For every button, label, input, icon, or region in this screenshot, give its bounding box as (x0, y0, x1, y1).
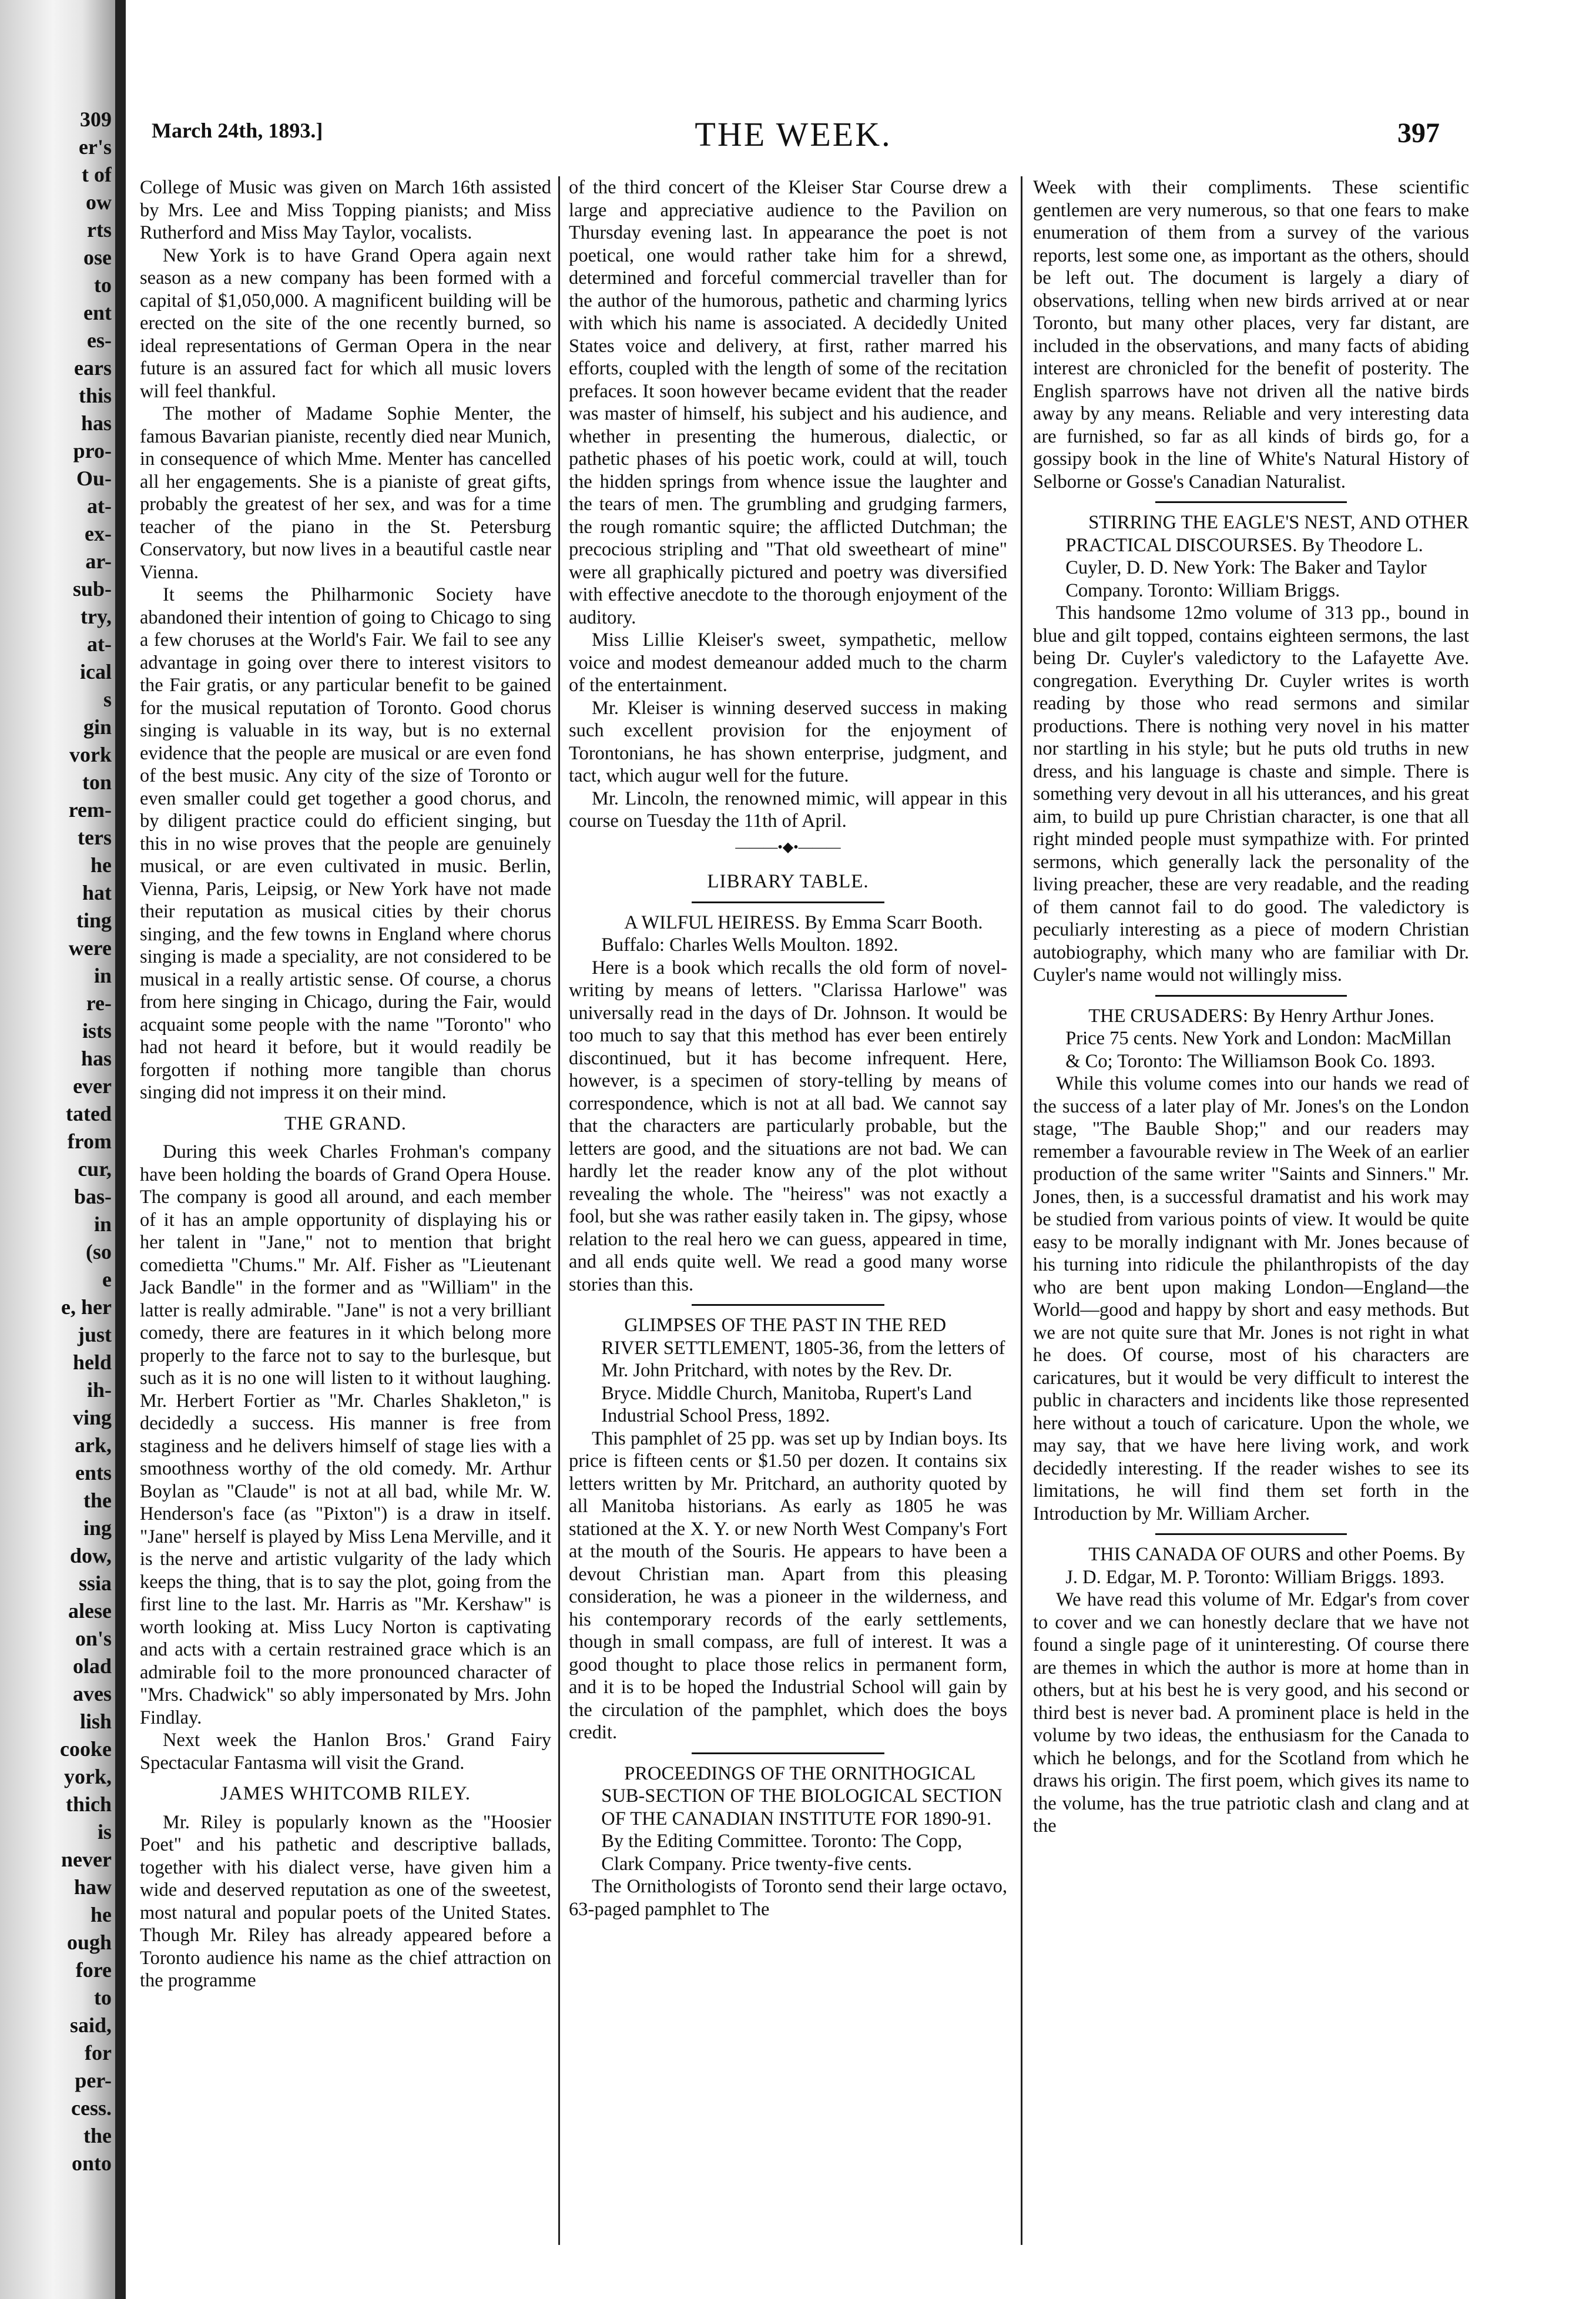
column-divider (558, 176, 560, 2245)
previous-page-fragment: ton (82, 770, 112, 794)
previous-page-fragment: ow (86, 190, 112, 214)
paragraph: of the third concert of the Kleiser Star Course drew a large and appreciative audience to the Pavilion on Thursday evening last. In appearance the poet is not poetical, one would rather take him for a shrewd, determined and forceful commercial traveller than for the author of the humorous, pathetic and charming lyrics with which his name is associated. A decidedly United States voice and delivery, at first, rather marred his efforts, coupled with the length of some of the recitation prefaces. It soon however became evident that the reader was master of himself, his subject and his audience, and whether in presenting the humerous, dialectic, or pathetic phases of his poetic work, could at will, touch the hidden springs from whence issue the laughter and the tears of men. The grumbling and grudging farmers, the rough romantic squire; the afflicted Dutchman; the precocious stripling and "That old sweetheart of mine" were all graphically pictured and poetry was diversified with effective anecdote to the thorough enjoyment of the auditory. (569, 177, 1007, 628)
previous-page-fragment: is (97, 1820, 112, 1844)
previous-page-fragment: tated (66, 1102, 112, 1125)
previous-page-fragment: ar- (85, 549, 112, 573)
previous-page-fragment: olad (72, 1654, 112, 1678)
previous-page-fragment: held (72, 1350, 112, 1374)
paragraph: Miss Lillie Kleiser's sweet, sympathetic, mellow voice and modest demeanour added much to the charm of the entertainment. (569, 629, 1007, 696)
previous-page-fragment: at- (87, 494, 112, 518)
rule-divider (692, 1752, 884, 1754)
paragraph: Mr. Lincoln, the renowned mimic, will appear in this course on Tuesday the 11th of April. (569, 787, 1007, 832)
previous-page-fragment: es- (87, 329, 112, 352)
previous-page-fragment: cooke (60, 1737, 112, 1761)
previous-page-fragment: aves (73, 1682, 112, 1705)
publication-title: THE WEEK. (695, 115, 892, 153)
previous-page-fragment: 309 (80, 108, 112, 131)
review-text: We have read this volume of Mr. Edgar's from cover to cover and we can honestly declare that we have not found a single page of it uninteresting. Of course there are themes in which the author is more at home than in others, but at his best he is very good, and his second or third best is never bad. A prominent place is held in the volume by two ideas, the enthusiasm for the Canada to which he belongs, and for the Scotland from which he draws his origin. The first poem, which gives its name to the volume, has the true patriotic clash and clang and at the (1033, 1589, 1469, 1836)
previous-page-fragment: e (102, 1268, 112, 1291)
previous-page-fragment: ents (75, 1461, 112, 1484)
previous-page-fragment: t of (82, 163, 112, 186)
previous-page-fragment: s (103, 688, 112, 711)
paragraph: The mother of Madame Sophie Menter, the famous Bavarian pianiste, recently died near Munich, in consequence of which Mme. Menter has cancelled all her engagements. She is a pianiste of great gifts, probably the greatest of her sex, and was for a time teacher of the piano in the St. Petersburg Conservatory, but now lives in a beautiful castle near Vienna. (140, 403, 551, 583)
previous-page-fragment: (so (86, 1240, 112, 1264)
paragraph: During this week Charles Frohman's company have been holding the boards of Grand Opera House. The company is good all around, and each member of it has an ample opportunity of displaying his or her talent in "Jane," not to mention that bright comedietta "Chums." Mr. Alf. Fisher as "Lieutenant Jack Bandle" in the former and as "William" in the latter is really admirable. "Jane" is not a very brilliant comedy, there are features in it which belong more properly to the farce not to say to the burlesque, but such as it is no one will listen to it without laughing. Mr. Herbert Fortier as "Mr. Charles Shakleton," is decidedly a success. His manner is free from staginess and he delivers himself of stage lies with a smoothness worthy of the old comedy. Mr. Arthur Boylan as "Claude" is not at all bad, while Mr. W. Henderson's face (as "Pixton") is a draw in itself. "Jane" herself is played by Miss Lena Merville, and it is the nerve and artistic vulgarity of the lady which keeps the thing, that is to say the plot, going from the first line to the last. Mr. Harris as "Mr. Kershaw" is worth looking at. Miss Lucy Norton is captivating and acts with a certain restrained grace which is an admirable foil to the more pronounced character of "Mrs. Chadwick" so ably impersonated by Mrs. John Findlay. (140, 1141, 551, 1728)
previous-page-fragment: said, (69, 2013, 112, 2037)
previous-page-fragment: ough (66, 1931, 112, 1954)
review-title: GLIMPSES OF THE PAST IN THE RED RIVER SETTLEMENT, 1805-36, from the letters of Mr. John Pritchard, with notes by the Rev. Dr. Bryce. Middle Church, Manitoba, Rupert's Land Industrial School Press, 1892. (601, 1315, 1005, 1426)
previous-page-fragment: bas- (73, 1185, 112, 1208)
previous-page-fragment: er's (79, 135, 112, 159)
previous-page-fragment: rts (87, 218, 112, 242)
previous-page-fragment: this (78, 384, 112, 407)
gutter-shadow (115, 0, 126, 2299)
previous-page-fragment: Ou- (76, 467, 112, 490)
previous-page-fragment: ical (80, 660, 112, 683)
previous-page-fragment: in (93, 1212, 112, 1236)
previous-page-fragment: ears (74, 356, 112, 380)
review-text: The Ornithologists of Toronto send their large octavo, 63-paged pamphlet to The (569, 1876, 1007, 1920)
previous-page-fragment: hat (82, 881, 112, 904)
paragraph: It seems the Philharmonic Society have abandoned their intention of going to Chicago to sing a few choruses at the World's Fair. We fail to see any advantage in going over there to interest visitors to the Fair gratis, or any particular benefit to be gained for the musical reputation of Toronto. Good chorus singing is valuable in its way, but is no external evidence that the people are musical or are even fond of the best music. Any city of the size of Toronto or even smaller could get together a good chorus, and by diligent practice could do efficient singing, but this in no wise proves that the people are genuinely musical, or are even cultivated in music. Berlin, Vienna, Paris, Leipsig, or New York have not made their reputation as musical cities by their chorus singing, and the few towns in England where chorus singing is made a speciality, are not considered to be musical in a really artistic sense. Of course, a chorus from here singing in Chicago, during the Fair, would acquaint some people with the name "Toronto" who had not heard it before, but it would readily be forgotten if nothing more tangible than chorus singing did not impress it on their mind. (140, 584, 551, 1103)
previous-page-fragment: cur, (78, 1157, 112, 1181)
previous-page-fragment: to (94, 1986, 112, 2009)
previous-page-fragment: rem- (68, 798, 112, 822)
previous-page-fragment: just (77, 1323, 112, 1346)
column-2 (569, 176, 1007, 1921)
paragraph: Mr. Riley is popularly known as the "Hoosier Poet" and his pathetic and descriptive ballads, together with his dialect verse, have given him a wide and deserved reputation as one of the sweetest, most natural and popular poets of the United States. Though Mr. Riley has already appeared before a Toronto audience his name as the chief attraction on the programme (140, 1811, 551, 1991)
previous-page-fragment: ark, (75, 1433, 112, 1457)
previous-page-fragment: ists (82, 1019, 112, 1043)
previous-page-fragment: ving (72, 1406, 112, 1429)
previous-page-fragment: fore (75, 1958, 112, 1982)
review-text: Here is a book which recalls the old form of novel-writing by means of letters. "Clarissa Harlowe" was universally read in the days of Dr. Johnson. It would be too much to say that this method has ever been entirely discontinued, but it has become infrequent. Here, however, is a specimen of story-telling by means of correspondence, which is not at all bad. We cannot say that the characters are particularly probable, but the letters are good, and the situations are not bad. We can hardly let the reader know any of the plot without revealing the whole. The "heiress" was not exactly a fool, but she was rather easily taken in. The gipsy, whose relation to the real hero we can guess, appeared in time, and all ends quite well. We read a good many worse stories than this. (569, 957, 1007, 1295)
page-header (147, 115, 1440, 156)
previous-page-fragment: ex- (85, 522, 112, 545)
previous-page-fragment: re- (86, 991, 112, 1015)
previous-page-fragment: ent (83, 301, 112, 324)
column-divider (1021, 176, 1022, 2245)
previous-page-fragment: per- (75, 2069, 112, 2092)
previous-page-fragment: were (68, 936, 112, 960)
review-text: While this volume comes into our hands we read of the success of a later play of Mr. Jones's on the London stage, "The Bauble Shop;" and our readers may remember a favourable review in The Week of an earlier production of the same writer "Saints and Sinners." Mr. Jones, then, is a successful dramatist and his work may be studied from various points of view. It would be quite easy to be morally indignant with Mr. Jones because of his turning into ridicule the philanthropists of the day who are bent upon making London—England—the World—good and happy by short and easy methods. But we are not quite sure that Mr. Jones is not right in what he does. Of course, most of his characters are caricatures, but it would be very difficult to interest the public in characters and incidents like those represented here without a touch of caricature. Upon the whole, we may say, that we have here living work, and work decidedly interesting. If the reader wishes to see its limitations, he will find them set forth in the Introduction by Mr. William Archer. (1033, 1073, 1469, 1524)
previous-page-fragment: dow, (69, 1544, 112, 1567)
review-title: STIRRING THE EAGLE'S NEST, AND OTHER PRACTICAL DISCOURSES. By Theodore L. Cuyler, D. D. New York: The Baker and Taylor Company. Toronto: William Briggs. (1065, 512, 1469, 601)
rule-divider (692, 1304, 884, 1306)
previous-page-fragment: alese (68, 1599, 112, 1623)
previous-page-fragment: ting (76, 909, 112, 932)
paragraph: Week with their compliments. These scientific gentlemen are very numerous, so that one fears to make enumeration of them from a survey of the various reports, lest some one, as important as the others, should be left out. The document is largely a diary of observations, telling when new birds arrived at or near Toronto, but many other places, very far distant, are included in the observations, and many facts of abiding interest are chronicled for the benefit of posterity. The English sparrows have not driven all the native birds away by any means. Reliable and very interesting data are furnished, so far as all kinds of birds go, for a gossipy book in the line of White's Natural History of Selborne or Gosse's Canadian Naturalist. (1033, 177, 1469, 492)
previous-page-fragment: never (61, 1848, 112, 1871)
previous-page-fragment: thich (65, 1792, 112, 1816)
section-heading: THE GRAND. (284, 1112, 407, 1134)
previous-page-fragment: he (90, 853, 112, 877)
rule-divider (692, 901, 884, 903)
previous-page-fragment: vork (69, 743, 112, 766)
previous-page-fragment: at- (87, 632, 112, 656)
previous-page-fragment: e, her (61, 1295, 112, 1319)
rule-divider (1155, 995, 1347, 997)
previous-page-fragment: sub- (72, 577, 112, 601)
previous-page-fragment: gin (83, 715, 112, 739)
paragraph: Next week the Hanlon Bros.' Grand Fairy Spectacular Fantasma will visit the Grand. (140, 1730, 551, 1774)
previous-page-fragment: in (93, 964, 112, 987)
review-title: A WILFUL HEIRESS. By Emma Scarr Booth. Buffalo: Charles Wells Moulton. 1892. (601, 911, 983, 956)
review-title: THE CRUSADERS: By Henry Arthur Jones. Price 75 cents. New York and London: MacMillan & Co; Toronto: The Williamson Book Co. 1893. (1065, 1005, 1451, 1072)
ornament-divider: ———•◆•——— (735, 839, 841, 855)
previous-page-fragment: he (90, 1903, 112, 1926)
previous-page-fragment: lish (79, 1710, 112, 1733)
section-heading: LIBRARY TABLE. (707, 871, 869, 892)
previous-page-fragment: to (94, 273, 112, 297)
paragraph: Mr. Kleiser is winning deserved success in making such excellent provision for the enjoyment of Torontonians, he has shown enterprise, judgment, and tact, which augur well for the future. (569, 697, 1007, 786)
previous-page-fragment: has (81, 1047, 112, 1070)
previous-page-fragment: the (83, 1489, 112, 1512)
previous-page-fragment: ih- (86, 1378, 112, 1402)
review-title: THIS CANADA OF OURS and other Poems. By J. D. Edgar, M. P. Toronto: William Briggs. 1893. (1065, 1544, 1466, 1588)
previous-page-fragment: ever (73, 1074, 112, 1098)
previous-page-fragment: ing (83, 1516, 112, 1540)
issue-date: March 24th, 1893.] (152, 119, 323, 142)
review-title: PROCEEDINGS OF THE ORNITHOGICAL SUB-SECTION OF THE BIOLOGICAL SECTION OF THE CANADIAN INSTITUTE FOR 1890-91. By the Editing Committee. Toronto: The Copp, Clark Company. Price twenty-five cents. (601, 1762, 1002, 1875)
paragraph: New York is to have Grand Opera again next season as a new company has been formed with a capital of $1,050,000. A magnificent building will be erected on the site of the one recently burned, so ideal representations of German Opera in the near future is an assured fact for which all music lovers will feel thankful. (140, 244, 551, 402)
previous-page-fragment: ters (78, 826, 112, 849)
previous-page-fragment: ssia (78, 1571, 112, 1595)
previous-page-fragment: cess. (71, 2096, 112, 2120)
previous-page-fragment: for (85, 2041, 112, 2065)
previous-page-fragment: york, (64, 1765, 112, 1788)
previous-page-fragment: pro- (73, 439, 112, 463)
review-text: This handsome 12mo volume of 313 pp., bound in blue and gilt topped, contains eighteen sermons, the last being Dr. Cuyler's valedictory to the Lafayette Ave. congregation. Everything Dr. Cuyler writes is worth reading by those who read sermons and similar productions. There is nothing very novel in his matter nor startling in his style; but he puts old truths in new dress, and his language is chaste and simple. There is something very devout in all his utterances, and his great aim, to build up pure Christian character, is one that all right minded people must sympathize with. For printed sermons, which generally lack the personality of the living preacher, these are very readable, and the reading of them cannot fail to do good. The valedictory is peculiarly interesting as a piece of modern Christian autobiography, which many who are familiar with Dr. Cuyler's name would not willingly miss. (1033, 602, 1469, 986)
previous-page-fragment: has (81, 411, 112, 435)
previous-page-fragment: try, (81, 605, 112, 628)
column-1 (140, 176, 551, 1992)
page-number: 397 (1397, 118, 1440, 149)
previous-page-fragment: onto (71, 2151, 112, 2175)
section-heading: JAMES WHITCOMB RILEY. (220, 1783, 471, 1804)
previous-page-fragments (0, 106, 112, 2177)
previous-page-fragment: the (83, 2124, 112, 2147)
previous-page-fragment: from (67, 1130, 112, 1153)
column-3 (1033, 176, 1469, 1838)
paragraph: College of Music was given on March 16th assisted by Mrs. Lee and Miss Topping pianists; and Miss Rutherford and Miss May Taylor, vocalists. (140, 177, 551, 243)
previous-page-fragment: on's (75, 1627, 112, 1650)
rule-divider (1155, 1533, 1347, 1535)
rule-divider (1155, 501, 1347, 503)
previous-page-fragment: ose (83, 246, 112, 269)
previous-page-fragment: haw (73, 1875, 112, 1899)
review-text: This pamphlet of 25 pp. was set up by Indian boys. Its price is fifteen cents or $1.50 per dozen. It contains six letters written by Mr. Pritchard, an authority quoted by all Manitoba historians. As early as 1805 he was stationed at the X. Y. or new North West Company's Fort at the mouth of the Souris. He appears to have been a devout Christian man. Apart from this pleasing consideration, he was a pioneer in the wilderness, and his contemporary records of the early settlements, though in small compass, are full of interest. It was a good thought to place those relics in permanent form, and it is to be hoped the Industrial School will gain by the circulation of the pamphlet, which does the boys credit. (569, 1427, 1007, 1743)
